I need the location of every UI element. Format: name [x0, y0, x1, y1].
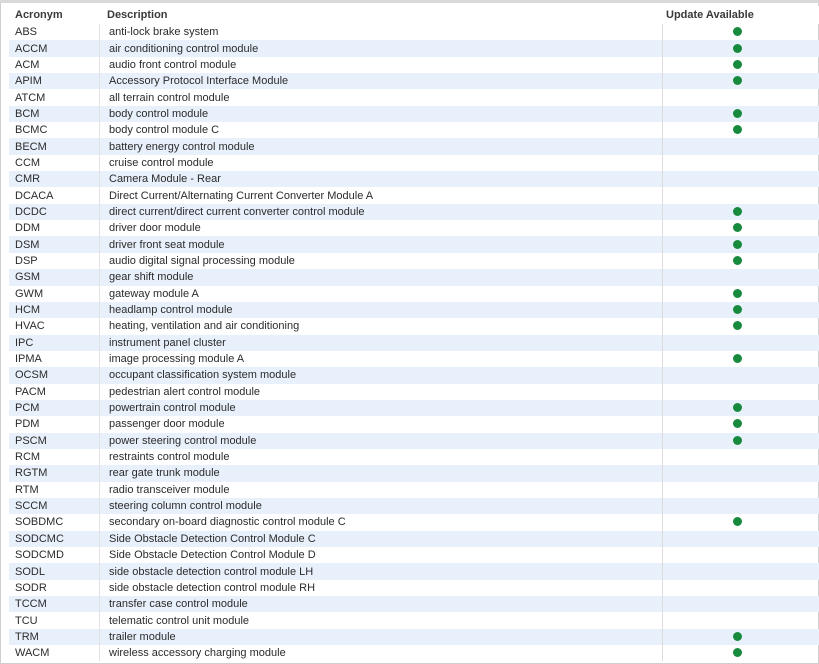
update-available-cell [662, 645, 819, 661]
acronym-cell: SOBDMC [15, 516, 64, 529]
table-row[interactable] [9, 596, 819, 612]
update-available-cell [662, 220, 819, 236]
description-cell: side obstacle detection control module RH [99, 580, 662, 596]
acronym-cell: SODCMD [15, 549, 64, 562]
description-cell: occupant classification system module [99, 367, 662, 383]
description-cell: Side Obstacle Detection Control Module D [99, 547, 662, 563]
table-row[interactable] [9, 433, 819, 449]
description-cell: instrument panel cluster [99, 335, 662, 351]
table-row[interactable] [9, 204, 819, 220]
description-cell: pedestrian alert control module [99, 384, 662, 400]
description-cell: headlamp control module [99, 302, 662, 318]
update-available-cell [662, 629, 819, 645]
table-row[interactable] [9, 563, 819, 579]
table-row[interactable] [9, 531, 819, 547]
description-cell: anti-lock brake system [99, 24, 662, 40]
update-available-cell [662, 171, 819, 187]
description-cell: driver door module [99, 220, 662, 236]
acronym-cell: RCM [15, 451, 41, 464]
table-row[interactable] [9, 367, 819, 383]
description-cell: image processing module A [99, 351, 662, 367]
acronym-cell: BECM [15, 140, 47, 153]
description-cell: heating, ventilation and air conditioning [99, 318, 662, 334]
table-row[interactable] [9, 155, 819, 171]
description-cell: direct current/direct current converter control module [99, 204, 662, 220]
update-available-cell [662, 580, 819, 596]
update-available-icon [733, 289, 742, 298]
acronym-cell: DSP [15, 254, 38, 267]
table-row[interactable] [9, 302, 819, 318]
acronym-cell: BCMC [15, 124, 48, 137]
update-available-icon [733, 125, 742, 134]
acronym-cell: PACM [15, 385, 46, 398]
table-row[interactable] [9, 580, 819, 596]
table-row[interactable] [9, 416, 819, 432]
description-cell: body control module C [99, 122, 662, 138]
update-available-cell [662, 416, 819, 432]
table-row[interactable] [9, 351, 819, 367]
acronym-cell: ABS [15, 26, 38, 39]
update-available-cell [662, 122, 819, 138]
update-available-cell [662, 498, 819, 514]
description-cell: gateway module A [99, 286, 662, 302]
acronym-cell: ACM [15, 58, 40, 71]
update-available-cell [662, 400, 819, 416]
update-available-cell [662, 612, 819, 628]
description-cell: audio front control module [99, 57, 662, 73]
table-row[interactable] [9, 24, 819, 40]
acronym-cell: HVAC [15, 320, 45, 333]
table-row[interactable] [9, 318, 819, 334]
update-available-icon [733, 517, 742, 526]
update-available-cell [662, 433, 819, 449]
table-row[interactable] [9, 220, 819, 236]
acronym-cell: IPC [15, 336, 34, 349]
description-cell: power steering control module [99, 433, 662, 449]
update-available-cell [662, 253, 819, 269]
update-available-icon [733, 648, 742, 657]
description-cell: Side Obstacle Detection Control Module C [99, 531, 662, 547]
update-available-icon [733, 256, 742, 265]
description-cell: Camera Module - Rear [99, 171, 662, 187]
header-description[interactable]: Description [107, 9, 168, 21]
update-available-cell [662, 57, 819, 73]
table-row[interactable] [9, 449, 819, 465]
table-row[interactable] [9, 286, 819, 302]
update-available-cell [662, 89, 819, 105]
update-available-icon [733, 223, 742, 232]
description-cell: telematic control unit module [99, 612, 662, 628]
description-cell: Accessory Protocol Interface Module [99, 73, 662, 89]
update-available-cell [662, 563, 819, 579]
update-available-icon [733, 321, 742, 330]
update-available-icon [733, 76, 742, 85]
description-cell: rear gate trunk module [99, 465, 662, 481]
acronym-cell: DSM [15, 238, 40, 251]
table-row[interactable] [9, 612, 819, 628]
header-update-available[interactable]: Update Available [666, 9, 754, 21]
update-available-cell [662, 286, 819, 302]
update-available-cell [662, 155, 819, 171]
update-available-cell [662, 596, 819, 612]
acronym-cell: RGTM [15, 467, 48, 480]
top-border [0, 0, 819, 3]
acronym-cell: PSCM [15, 434, 47, 447]
acronym-cell: ACCM [15, 42, 48, 55]
acronym-cell: SCCM [15, 500, 48, 513]
description-cell: air conditioning control module [99, 40, 662, 56]
description-cell: audio digital signal processing module [99, 253, 662, 269]
acronym-cell: APIM [15, 75, 42, 88]
module-update-table [9, 6, 819, 661]
table-row[interactable] [9, 40, 819, 56]
update-available-cell [662, 351, 819, 367]
table-row[interactable] [9, 629, 819, 645]
table-row[interactable] [9, 400, 819, 416]
acronym-cell: RTM [15, 483, 39, 496]
update-available-cell [662, 449, 819, 465]
table-row[interactable] [9, 171, 819, 187]
acronym-cell: BCM [15, 107, 40, 120]
acronym-cell: IPMA [15, 353, 42, 366]
update-available-cell [662, 73, 819, 89]
acronym-cell: GSM [15, 271, 41, 284]
table-row[interactable] [9, 187, 819, 203]
update-available-icon [733, 632, 742, 641]
table-row[interactable] [9, 482, 819, 498]
update-available-cell [662, 106, 819, 122]
acronym-cell: PDM [15, 418, 40, 431]
update-available-cell [662, 384, 819, 400]
acronym-cell: SODL [15, 565, 45, 578]
acronym-cell: HCM [15, 304, 41, 317]
update-available-cell [662, 269, 819, 285]
description-cell: battery energy control module [99, 138, 662, 154]
description-cell: all terrain control module [99, 89, 662, 105]
acronym-cell: TCCM [15, 598, 47, 611]
description-cell: cruise control module [99, 155, 662, 171]
description-cell: Direct Current/Alternating Current Converter Module A [99, 187, 662, 203]
acronym-cell: GWM [15, 287, 44, 300]
acronym-cell: PCM [15, 402, 40, 415]
table-row[interactable] [9, 498, 819, 514]
update-available-cell [662, 302, 819, 318]
acronym-cell: WACM [15, 647, 50, 660]
update-available-cell [662, 482, 819, 498]
description-cell: passenger door module [99, 416, 662, 432]
table-row[interactable] [9, 465, 819, 481]
description-cell: body control module [99, 106, 662, 122]
table-row[interactable] [9, 384, 819, 400]
acronym-cell: SODR [15, 581, 47, 594]
update-available-cell [662, 187, 819, 203]
update-available-cell [662, 514, 819, 530]
description-cell: transfer case control module [99, 596, 662, 612]
update-available-icon [733, 109, 742, 118]
table-row[interactable] [9, 73, 819, 89]
table-row[interactable] [9, 57, 819, 73]
table-row[interactable] [9, 514, 819, 530]
table-row[interactable] [9, 547, 819, 563]
acronym-cell: OCSM [15, 369, 48, 382]
update-available-cell [662, 40, 819, 56]
description-cell: steering column control module [99, 498, 662, 514]
table-row[interactable] [9, 89, 819, 105]
table-row[interactable] [9, 645, 819, 661]
table-row[interactable] [9, 236, 819, 252]
description-cell: side obstacle detection control module LH [99, 563, 662, 579]
acronym-cell: CMR [15, 173, 41, 186]
table-body [9, 24, 819, 661]
description-cell: driver front seat module [99, 236, 662, 252]
update-available-icon [733, 403, 742, 412]
update-available-cell [662, 465, 819, 481]
acronym-cell: ATCM [15, 91, 46, 104]
update-available-icon [733, 240, 742, 249]
acronym-cell: CCM [15, 156, 41, 169]
acronym-cell: DCDC [15, 205, 47, 218]
table-row[interactable] [9, 335, 819, 351]
update-available-cell [662, 547, 819, 563]
acronym-cell: DCACA [15, 189, 54, 202]
update-available-icon [733, 27, 742, 36]
update-available-cell [662, 531, 819, 547]
update-available-icon [733, 44, 742, 53]
table-row[interactable] [9, 122, 819, 138]
table-header [9, 6, 819, 24]
acronym-cell: TCU [15, 614, 38, 627]
table-row[interactable] [9, 253, 819, 269]
update-available-cell [662, 367, 819, 383]
table-row[interactable] [9, 138, 819, 154]
update-available-cell [662, 236, 819, 252]
description-cell: wireless accessory charging module [99, 645, 662, 661]
header-acronym[interactable]: Acronym [15, 9, 63, 21]
description-cell: powertrain control module [99, 400, 662, 416]
description-cell: restraints control module [99, 449, 662, 465]
update-available-icon [733, 207, 742, 216]
table-row[interactable] [9, 106, 819, 122]
acronym-cell: TRM [15, 630, 39, 643]
update-available-icon [733, 354, 742, 363]
description-cell: radio transceiver module [99, 482, 662, 498]
description-cell: trailer module [99, 629, 662, 645]
update-available-icon [733, 60, 742, 69]
table-row[interactable] [9, 269, 819, 285]
update-available-cell [662, 204, 819, 220]
update-available-cell [662, 318, 819, 334]
update-available-cell [662, 24, 819, 40]
update-available-icon [733, 436, 742, 445]
description-cell: gear shift module [99, 269, 662, 285]
update-available-cell [662, 138, 819, 154]
update-available-icon [733, 419, 742, 428]
acronym-cell: DDM [15, 222, 41, 235]
update-available-icon [733, 305, 742, 314]
acronym-cell: SODCMC [15, 532, 64, 545]
update-available-cell [662, 335, 819, 351]
description-cell: secondary on-board diagnostic control module C [99, 514, 662, 530]
